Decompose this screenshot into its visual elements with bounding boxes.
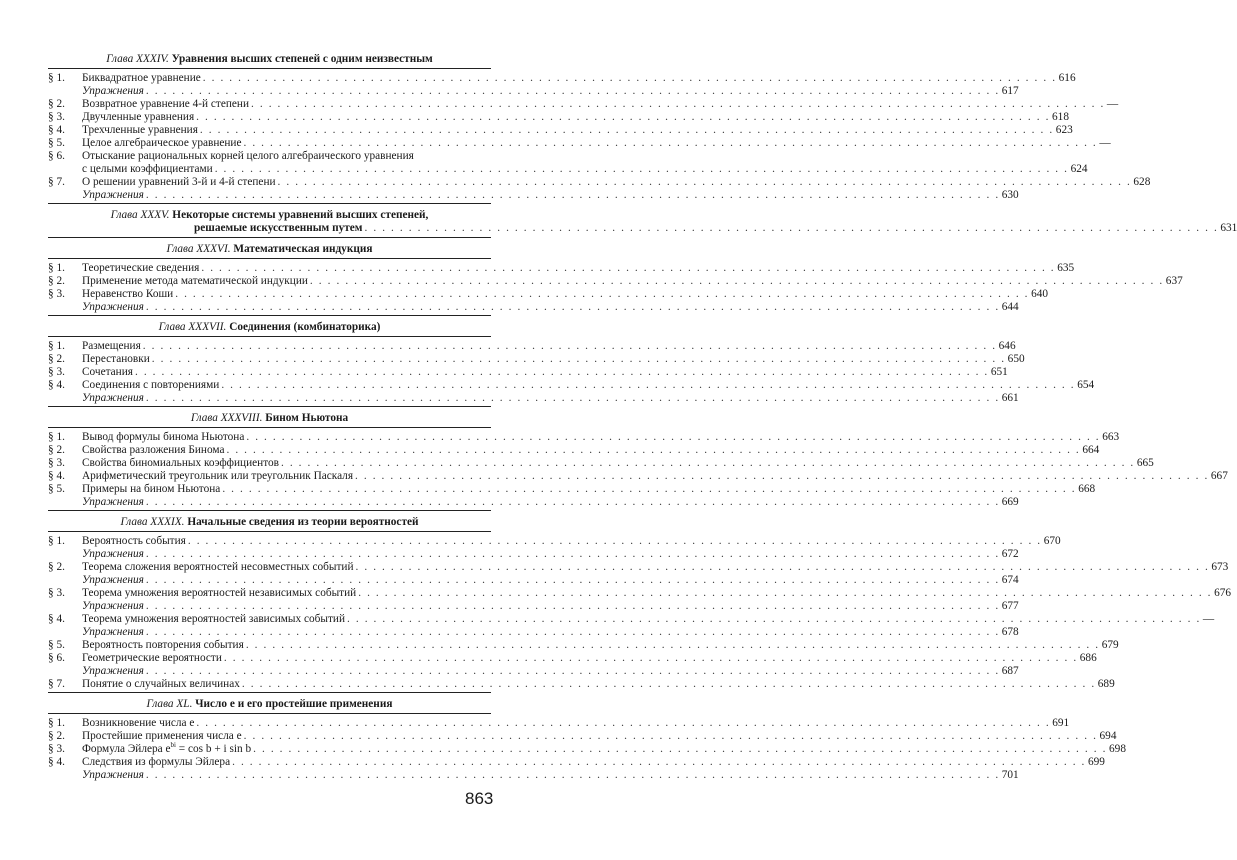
toc-entry[interactable] bbox=[48, 678, 1115, 691]
toc-entry[interactable] bbox=[48, 626, 1019, 639]
leader-dots bbox=[242, 678, 1096, 691]
leader-dots bbox=[356, 561, 1210, 574]
entry-title: Упражнения bbox=[82, 600, 144, 612]
chapter-entries bbox=[48, 69, 1151, 204]
page-ref: 665 bbox=[1136, 457, 1154, 469]
chapter-37 bbox=[48, 316, 1095, 407]
leader-dots bbox=[146, 189, 1000, 202]
entry-title: Упражнения bbox=[82, 574, 144, 586]
leader-dots bbox=[146, 769, 1000, 782]
entry-title-continued: с целыми коэффициентами bbox=[82, 163, 213, 175]
leader-dots bbox=[224, 652, 1078, 665]
toc-entry[interactable] bbox=[48, 600, 1019, 613]
section-number: § 3. bbox=[48, 457, 65, 469]
leader-dots bbox=[246, 639, 1100, 652]
leader-dots bbox=[146, 600, 1000, 613]
leader-dots bbox=[203, 72, 1057, 85]
entry-title: Целое алгебраическое уравнение bbox=[82, 137, 242, 149]
page-ref: 630 bbox=[1001, 189, 1019, 201]
entry-title: Двучленные уравнения bbox=[82, 111, 195, 123]
page-ref: 650 bbox=[1007, 353, 1025, 365]
page-ref: 640 bbox=[1031, 288, 1049, 300]
chapter-heading bbox=[48, 238, 491, 259]
page-ref: 635 bbox=[1057, 262, 1075, 274]
leader-dots bbox=[146, 574, 1000, 587]
toc-entry[interactable] bbox=[48, 496, 1019, 509]
entry-title: Свойства биномиальных коэффициентов bbox=[82, 457, 279, 469]
page-ref: 628 bbox=[1133, 176, 1151, 188]
toc-entry[interactable] bbox=[48, 431, 1120, 444]
leader-dots bbox=[221, 379, 1075, 392]
chapter-entries bbox=[48, 337, 1095, 407]
chapter-heading bbox=[48, 316, 491, 337]
toc-entry[interactable] bbox=[48, 379, 1095, 392]
section-number: § 2. bbox=[48, 730, 65, 742]
entry-title: Теорема умножения вероятностей независимых событий bbox=[82, 587, 357, 599]
leader-dots bbox=[232, 756, 1086, 769]
entry-title: Вероятность повторения события bbox=[82, 639, 244, 651]
chapter-heading bbox=[48, 407, 491, 428]
entry-title: Размещения bbox=[82, 340, 141, 352]
chapter-entries bbox=[48, 532, 1232, 693]
chapter-label: Глава XXXV. bbox=[110, 209, 170, 221]
page-ref: 699 bbox=[1087, 756, 1105, 768]
chapter-title: Начальные сведения из теории вероятностей bbox=[187, 516, 419, 528]
page-ref: 687 bbox=[1001, 665, 1019, 677]
toc-entry[interactable] bbox=[48, 587, 1232, 600]
section-number: § 3. bbox=[48, 587, 65, 599]
toc-entry[interactable] bbox=[48, 613, 1215, 626]
page-ref: 624 bbox=[1070, 163, 1088, 175]
formula-exponent: bi bbox=[170, 741, 176, 750]
page-ref: 623 bbox=[1055, 124, 1073, 136]
chapter-label: Глава XXXIV. bbox=[106, 53, 169, 65]
section-number: § 3. bbox=[48, 111, 65, 123]
chapter-35[interactable] bbox=[48, 204, 1237, 238]
entry-title: Теорема умножения вероятностей зависимых событий bbox=[82, 613, 346, 625]
page-ref: 674 bbox=[1001, 574, 1019, 586]
page-ref: 646 bbox=[998, 340, 1016, 352]
page-ref: 678 bbox=[1001, 626, 1019, 638]
page-ref: — bbox=[1106, 98, 1119, 110]
entry-title: Примеры на бином Ньютона bbox=[82, 483, 221, 495]
section-number: § 5. bbox=[48, 483, 65, 495]
entry-title: Упражнения bbox=[82, 769, 144, 781]
toc-entry[interactable] bbox=[48, 98, 1119, 111]
leader-dots bbox=[253, 743, 1107, 756]
section-number: § 1. bbox=[48, 340, 65, 352]
page-ref: 654 bbox=[1077, 379, 1095, 391]
leader-dots bbox=[278, 176, 1132, 189]
chapter-title: Уравнения высших степеней с одним неизвестным bbox=[171, 53, 433, 65]
page-ref: 701 bbox=[1001, 769, 1019, 781]
section-number: § 6. bbox=[48, 652, 65, 664]
section-number: § 2. bbox=[48, 353, 65, 365]
toc-entry[interactable] bbox=[48, 457, 1154, 470]
section-number: § 2. bbox=[48, 98, 65, 110]
page-ref: 669 bbox=[1001, 496, 1019, 508]
toc-entry[interactable] bbox=[48, 639, 1119, 652]
leader-dots bbox=[188, 535, 1042, 548]
chapter-heading bbox=[48, 511, 491, 532]
entry-title: Биквадратное уравнение bbox=[82, 72, 201, 84]
section-number: § 4. bbox=[48, 124, 65, 136]
leader-dots bbox=[146, 301, 1000, 314]
toc-entry[interactable] bbox=[48, 730, 1117, 743]
section-number: § 7. bbox=[48, 176, 65, 188]
toc-entry[interactable] bbox=[48, 288, 1049, 301]
table-of-contents bbox=[48, 48, 1237, 783]
toc-entry[interactable] bbox=[48, 470, 1228, 483]
chapter-label: Глава XXXVII. bbox=[158, 321, 227, 333]
chapter-entries bbox=[48, 259, 1183, 316]
chapter-entries bbox=[48, 714, 1126, 783]
chapter-title: Число e и его простейшие применения bbox=[195, 698, 393, 710]
chapter-label: Глава XXXIX. bbox=[120, 516, 185, 528]
entry-title: Применение метода математической индукции bbox=[82, 275, 308, 287]
chapter-heading bbox=[48, 693, 491, 714]
page-ref: 631 bbox=[1220, 222, 1237, 234]
section-number: § 4. bbox=[48, 470, 65, 482]
page-ref: 617 bbox=[1001, 85, 1019, 97]
entry-title: Перестановки bbox=[82, 353, 150, 365]
leader-dots bbox=[243, 137, 1097, 150]
toc-entry[interactable] bbox=[48, 548, 1019, 561]
leader-dots bbox=[201, 262, 1055, 275]
entry-title bbox=[82, 743, 251, 756]
toc-entry[interactable] bbox=[48, 353, 1025, 366]
page-ref: 677 bbox=[1001, 600, 1019, 612]
toc-entry[interactable] bbox=[48, 262, 1075, 275]
page-ref: 663 bbox=[1102, 431, 1120, 443]
toc-entry[interactable] bbox=[48, 741, 1126, 756]
leader-dots bbox=[358, 587, 1212, 600]
entry-title: Понятие о случайных величинах bbox=[82, 678, 240, 690]
formula-text-b: = cos b + i sin b bbox=[175, 743, 252, 755]
leader-dots bbox=[196, 111, 1050, 124]
page-ref: 672 bbox=[1001, 548, 1019, 560]
entry-title: Теорема сложения вероятностей несовместных событий bbox=[82, 561, 354, 573]
toc-entry[interactable] bbox=[48, 340, 1016, 353]
section-number: § 1. bbox=[48, 717, 65, 729]
page-ref: 661 bbox=[1001, 392, 1019, 404]
leader-dots bbox=[146, 626, 1000, 639]
toc-entry[interactable] bbox=[48, 574, 1019, 587]
toc-entry[interactable] bbox=[48, 366, 1008, 379]
chapter-title-continued: решаемые искусственным путем bbox=[194, 222, 363, 234]
leader-dots bbox=[135, 366, 989, 379]
leader-dots bbox=[200, 124, 1054, 137]
toc-entry[interactable] bbox=[48, 275, 1183, 288]
entry-title: Возвратное уравнение 4-й степени bbox=[82, 98, 249, 110]
toc-entry[interactable] bbox=[48, 85, 1019, 98]
toc-entry[interactable] bbox=[48, 72, 1076, 85]
page-ref: 616 bbox=[1058, 72, 1076, 84]
page-ref: 689 bbox=[1097, 678, 1115, 690]
section-number: § 3. bbox=[48, 743, 65, 755]
chapter-36 bbox=[48, 238, 1183, 316]
chapter-entries bbox=[48, 428, 1228, 511]
chapter-label: Глава XXXVI. bbox=[166, 243, 231, 255]
leader-dots bbox=[226, 444, 1080, 457]
section-number: § 4. bbox=[48, 613, 65, 625]
leader-dots bbox=[365, 222, 1219, 235]
chapter-heading bbox=[48, 204, 1237, 238]
leader-dots bbox=[244, 730, 1098, 743]
page-ref: 698 bbox=[1109, 743, 1126, 755]
entry-title: Трехчленные уравнения bbox=[82, 124, 198, 136]
page-number: 863 bbox=[465, 789, 494, 808]
leader-dots bbox=[222, 483, 1076, 496]
leader-dots bbox=[355, 470, 1209, 483]
section-number: § 7. bbox=[48, 678, 65, 690]
section-number: § 5. bbox=[48, 137, 65, 149]
chapter-heading bbox=[48, 48, 491, 69]
chapter-title: Некоторые системы уравнений высших степеней, bbox=[172, 209, 429, 221]
page-ref: 637 bbox=[1165, 275, 1183, 287]
entry-title: О решении уравнений 3-й и 4-й степени bbox=[82, 176, 276, 188]
entry-title: Упражнения bbox=[82, 85, 144, 97]
entry-title: Соединения с повторениями bbox=[82, 379, 220, 391]
chapter-39 bbox=[48, 511, 1232, 693]
page-ref: 670 bbox=[1043, 535, 1061, 547]
entry-title: Арифметический треугольник или треугольник Паскаля bbox=[82, 470, 354, 482]
chapter-label: Глава XL. bbox=[146, 698, 193, 710]
toc-entry[interactable] bbox=[48, 717, 1070, 730]
formula-text-a: Формула Эйлера e bbox=[82, 743, 171, 755]
entry-title: Упражнения bbox=[82, 392, 144, 404]
entry-title: Упражнения bbox=[82, 665, 144, 677]
chapter-38 bbox=[48, 407, 1228, 511]
leader-dots bbox=[347, 613, 1201, 626]
entry-title: Вероятность события bbox=[82, 535, 186, 547]
page-ref: — bbox=[1202, 613, 1215, 625]
page-ref: 667 bbox=[1210, 470, 1228, 482]
section-number: § 2. bbox=[48, 561, 65, 573]
section-number: § 1. bbox=[48, 431, 65, 443]
page-ref: 668 bbox=[1078, 483, 1096, 495]
section-number: § 5. bbox=[48, 639, 65, 651]
entry-title: Упражнения bbox=[82, 548, 144, 560]
section-number: § 3. bbox=[48, 288, 65, 300]
toc-entry[interactable] bbox=[48, 652, 1097, 665]
leader-dots bbox=[281, 457, 1135, 470]
toc-entry[interactable] bbox=[48, 665, 1019, 678]
toc-entry[interactable] bbox=[48, 535, 1061, 548]
entry-title: Геометрические вероятности bbox=[82, 652, 222, 664]
section-number: § 1. bbox=[48, 72, 65, 84]
leader-dots bbox=[143, 340, 997, 353]
page-ref: 694 bbox=[1099, 730, 1117, 742]
entry-title: Возникновение числа e bbox=[82, 717, 195, 729]
leader-dots bbox=[146, 548, 1000, 561]
entry-title: Упражнения bbox=[82, 626, 144, 638]
leader-dots bbox=[146, 665, 1000, 678]
chapter-title: Соединения (комбинаторика) bbox=[229, 321, 381, 333]
page-ref: 651 bbox=[990, 366, 1008, 378]
page-ref: 673 bbox=[1211, 561, 1229, 573]
page-ref: 618 bbox=[1052, 111, 1069, 123]
entry-title: Следствия из формулы Эйлера bbox=[82, 756, 231, 768]
toc-entry[interactable] bbox=[48, 111, 1069, 124]
section-number: § 2. bbox=[48, 444, 65, 456]
section-number: § 1. bbox=[48, 535, 65, 547]
chapter-40 bbox=[48, 693, 1126, 783]
toc-entry[interactable] bbox=[48, 444, 1100, 457]
leader-dots bbox=[196, 717, 1050, 730]
leader-dots bbox=[152, 353, 1006, 366]
toc-entry[interactable] bbox=[48, 176, 1151, 189]
chapter-title: Математическая индукция bbox=[233, 243, 373, 255]
chapter-34 bbox=[48, 48, 1151, 204]
leader-dots bbox=[246, 431, 1100, 444]
section-number: § 4. bbox=[48, 379, 65, 391]
entry-title: Теоретические сведения bbox=[82, 262, 200, 274]
leader-dots bbox=[215, 163, 1069, 176]
page-ref: 686 bbox=[1079, 652, 1097, 664]
leader-dots bbox=[146, 85, 1000, 98]
section-number: § 2. bbox=[48, 275, 65, 287]
toc-entry[interactable] bbox=[48, 756, 1105, 769]
section-number: § 1. bbox=[48, 262, 65, 274]
toc-entry[interactable] bbox=[48, 392, 1019, 405]
entry-title: Свойства разложения Бинома bbox=[82, 444, 225, 456]
page-ref: — bbox=[1099, 137, 1111, 149]
chapter-title: Бином Ньютона bbox=[265, 412, 349, 424]
toc-entry[interactable] bbox=[48, 483, 1096, 496]
toc-entry[interactable] bbox=[48, 137, 1111, 150]
page-ref: 676 bbox=[1214, 587, 1232, 599]
entry-title: Отыскание рациональных корней целого алгебраического уравнения bbox=[82, 150, 414, 162]
section-number: § 6. bbox=[48, 150, 65, 162]
page-ref: 691 bbox=[1052, 717, 1070, 729]
leader-dots bbox=[310, 275, 1164, 288]
leader-dots bbox=[146, 496, 1000, 509]
entry-title: Упражнения bbox=[82, 301, 144, 313]
toc-entry[interactable] bbox=[48, 561, 1229, 574]
page-ref: 644 bbox=[1001, 301, 1019, 313]
leader-dots bbox=[175, 288, 1029, 301]
entry-title: Упражнения bbox=[82, 496, 144, 508]
toc-entry[interactable] bbox=[48, 769, 1019, 782]
toc-entry[interactable] bbox=[48, 150, 1088, 176]
section-number: § 4. bbox=[48, 756, 65, 768]
entry-title: Упражнения bbox=[82, 189, 144, 201]
leader-dots bbox=[146, 392, 1000, 405]
toc-entry[interactable] bbox=[48, 124, 1073, 137]
section-number: § 3. bbox=[48, 366, 65, 378]
chapter-label: Глава XXXVIII. bbox=[190, 412, 263, 424]
page-ref: 664 bbox=[1082, 444, 1100, 456]
page-ref: 679 bbox=[1101, 639, 1119, 651]
entry-title: Неравенство Коши bbox=[82, 288, 174, 300]
entry-title: Сочетания bbox=[82, 366, 133, 378]
entry-title: Вывод формулы бинома Ньютона bbox=[82, 431, 245, 443]
toc-entry[interactable] bbox=[48, 189, 1019, 202]
entry-title: Простейшие применения числа e bbox=[82, 730, 242, 742]
toc-entry[interactable] bbox=[48, 301, 1019, 314]
leader-dots bbox=[251, 98, 1105, 111]
